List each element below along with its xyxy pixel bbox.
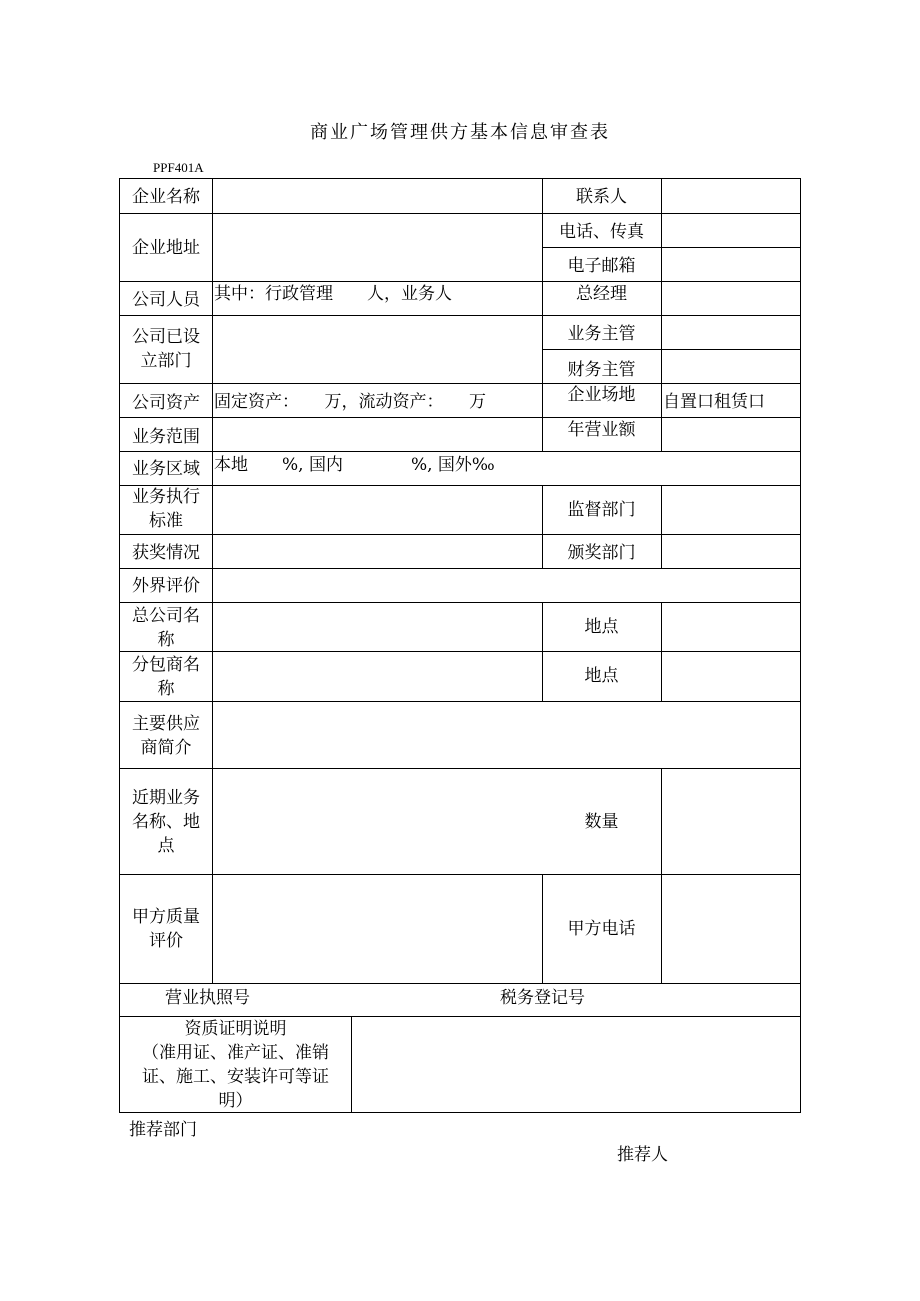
label-qual-line2: （准用证、准产证、准销	[142, 1043, 329, 1063]
label-departments-line2: 立部门	[140, 351, 192, 371]
row-divider	[120, 768, 800, 769]
label-qual-line4: 明）	[218, 1091, 253, 1111]
label-recent-business	[120, 786, 212, 858]
row-divider	[120, 701, 800, 702]
row-divider	[120, 983, 800, 984]
label-standards-line2: 标准	[149, 511, 183, 531]
label-business-license: 营业执照号	[165, 988, 250, 1008]
row-divider	[120, 874, 800, 875]
label-premises: 企业场地	[567, 385, 636, 405]
label-contact: 联系人	[576, 187, 627, 207]
label-parent-line2: 称	[157, 630, 175, 650]
label-general-manager: 总经理	[576, 284, 627, 304]
label-client-eval	[120, 905, 212, 953]
label-sub-line2: 称	[157, 679, 175, 699]
row-divider	[120, 315, 800, 316]
label-awarding-dept: 颁奖部门	[567, 543, 636, 563]
label-recent-line1: 近期业务	[132, 788, 200, 808]
label-region: 业务区域	[132, 459, 200, 479]
region-detail: 本地 %, 国内 %, 国外‰	[214, 455, 495, 475]
label-standards-line1: 业务执行	[132, 487, 200, 507]
label-company-address: 企业地址	[132, 238, 200, 258]
label-annual-turnover: 年营业额	[567, 420, 636, 440]
label-client-phone: 甲方电话	[567, 919, 636, 939]
row-divider	[120, 651, 800, 652]
form-code: PPF401A	[153, 160, 204, 175]
row-divider	[542, 247, 800, 248]
recommending-dept: 推荐部门	[129, 1120, 197, 1140]
form-title: 商业广场管理供方基本信息审查表	[310, 122, 610, 143]
label-location-sub: 地点	[584, 666, 619, 686]
row-divider	[120, 451, 800, 452]
row-divider	[542, 349, 800, 350]
label-awards: 获奖情况	[132, 543, 200, 563]
staff-detail: 其中：行政管理 人，业务人	[214, 284, 452, 304]
label-staff: 公司人员	[132, 290, 200, 310]
label-departments	[120, 325, 212, 373]
label-scope: 业务范围	[132, 427, 200, 447]
row-divider	[120, 568, 800, 569]
col-divider	[661, 874, 662, 983]
label-qual-line3: 证、施工、安装许可等证	[142, 1067, 329, 1087]
col-divider	[661, 179, 662, 451]
row-divider	[120, 417, 800, 418]
assets-detail: 固定资产： 万，流动资产： 万	[214, 392, 486, 412]
row-divider	[120, 383, 800, 384]
label-qualification	[120, 1017, 351, 1113]
label-recent-line3: 点	[157, 836, 175, 856]
label-business-supervisor: 业务主管	[567, 324, 636, 344]
label-standards	[120, 485, 212, 533]
label-quantity: 数量	[584, 812, 619, 832]
label-client-eval-line2: 评价	[149, 931, 183, 951]
col-divider	[212, 179, 213, 983]
col-divider	[661, 485, 662, 568]
label-supplier-intro	[120, 712, 212, 760]
label-subcontractor	[120, 653, 212, 701]
label-recent-line2: 名称、地	[132, 812, 200, 832]
row-divider	[120, 485, 800, 486]
label-parent-line1: 总公司名	[132, 606, 200, 626]
label-location-parent: 地点	[584, 617, 619, 637]
info-table	[119, 178, 801, 1113]
premises-options: 自置口租赁口	[663, 392, 765, 412]
label-departments-line1: 公司已设	[132, 327, 200, 347]
label-supplier-intro-line2: 商简介	[140, 738, 192, 758]
label-email: 电子邮箱	[567, 256, 636, 276]
label-supplier-intro-line1: 主要供应	[132, 714, 200, 734]
label-supervising-dept: 监督部门	[567, 500, 636, 520]
label-tax-registration: 税务登记号	[500, 988, 585, 1008]
label-parent-company	[120, 604, 212, 652]
label-qual-line1: 资质证明说明	[184, 1019, 287, 1039]
label-finance-supervisor: 财务主管	[567, 360, 636, 380]
label-external-eval: 外界评价	[132, 576, 200, 596]
row-divider	[120, 602, 800, 603]
label-assets: 公司资产	[132, 393, 200, 413]
recommender: 推荐人	[617, 1145, 668, 1165]
label-company-name: 企业名称	[132, 187, 200, 207]
label-sub-line1: 分包商名	[132, 655, 200, 675]
label-client-eval-line1: 甲方质量	[132, 907, 200, 927]
row-divider	[120, 213, 800, 214]
row-divider	[120, 534, 800, 535]
col-divider	[661, 768, 662, 874]
col-divider	[351, 1016, 352, 1113]
col-divider	[661, 602, 662, 701]
label-phone-fax: 电话、传真	[559, 222, 644, 242]
